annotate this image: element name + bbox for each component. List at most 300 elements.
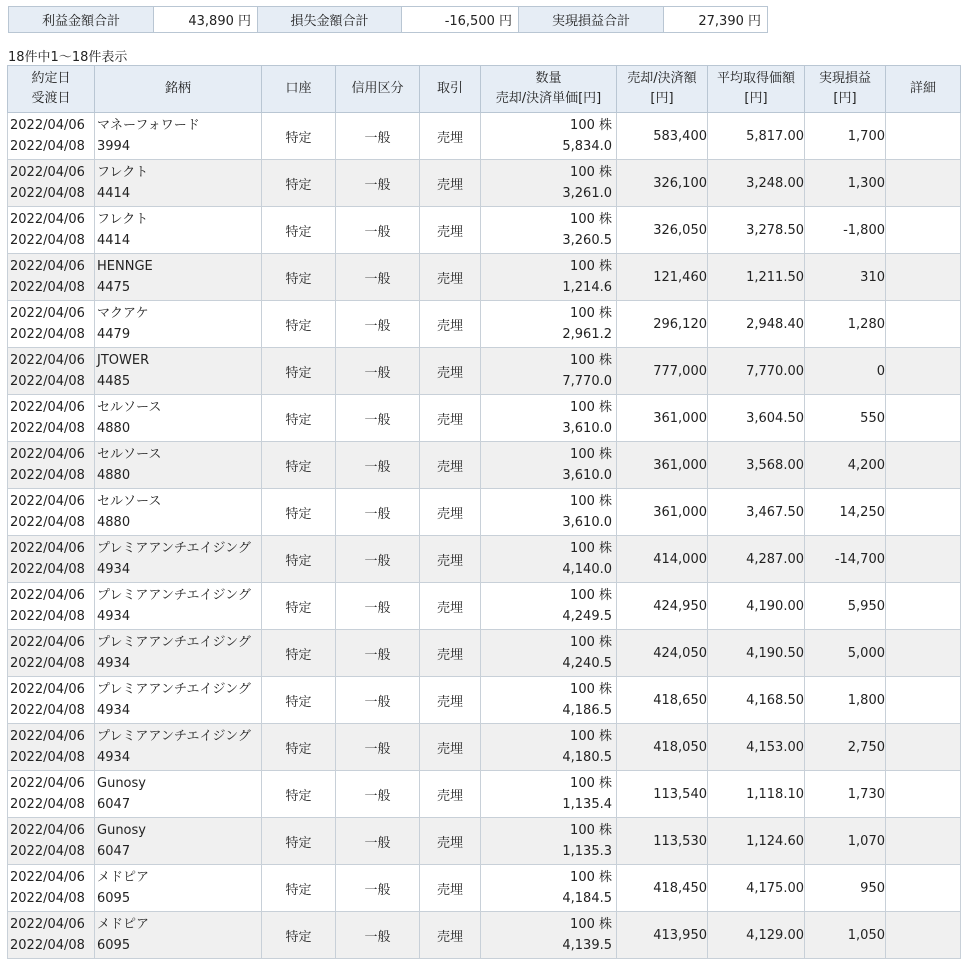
- quantity: 100 株: [570, 823, 612, 838]
- average-cost-cell: 1,211.50: [708, 254, 805, 301]
- stock-cell: [95, 442, 262, 489]
- table-row: [8, 677, 961, 724]
- account-cell: 特定: [262, 630, 336, 677]
- table-row: [8, 395, 961, 442]
- stock-code: 6095: [97, 938, 131, 953]
- table-row: [8, 724, 961, 771]
- quantity-cell: [481, 912, 617, 959]
- unit-price: 4,249.5: [562, 609, 612, 624]
- settle-date: 2022/04/08: [10, 515, 85, 530]
- trade-history-table: [7, 65, 961, 959]
- average-cost-cell: 3,248.00: [708, 160, 805, 207]
- date-cell: [8, 912, 95, 959]
- trade-type-cell: 売埋: [420, 301, 481, 348]
- trade-date: 2022/04/06: [10, 212, 85, 227]
- header-pnl-label: 実現損益: [818, 71, 871, 86]
- trade-date: 2022/04/06: [10, 682, 85, 697]
- stock-cell: [95, 912, 262, 959]
- date-cell: [8, 442, 95, 489]
- amount-cell: 361,000: [617, 489, 708, 536]
- trade-date: 2022/04/06: [10, 306, 85, 321]
- stock-cell: [95, 113, 262, 160]
- average-cost-cell: 3,604.50: [708, 395, 805, 442]
- average-cost-cell: 4,153.00: [708, 724, 805, 771]
- detail-cell[interactable]: [886, 630, 961, 677]
- stock-cell: [95, 677, 262, 724]
- trade-date: 2022/04/06: [10, 494, 85, 509]
- credit-cell: 一般: [336, 536, 420, 583]
- trade-date: 2022/04/06: [10, 541, 85, 556]
- detail-cell[interactable]: [886, 724, 961, 771]
- unit-price: 4,184.5: [562, 891, 612, 906]
- header-average: [708, 66, 805, 113]
- settle-date: 2022/04/08: [10, 750, 85, 765]
- trade-date: 2022/04/06: [10, 400, 85, 415]
- amount-cell: 418,650: [617, 677, 708, 724]
- date-cell: [8, 254, 95, 301]
- quantity-cell: [481, 395, 617, 442]
- average-cost-cell: 4,175.00: [708, 865, 805, 912]
- stock-name: プレミアアンチエイジング: [97, 729, 251, 744]
- stock-code: 4880: [97, 468, 131, 483]
- amount-cell: 418,050: [617, 724, 708, 771]
- stock-code: 4414: [97, 233, 131, 248]
- average-cost-cell: 4,190.50: [708, 630, 805, 677]
- realized-pnl-cell: 310: [805, 254, 886, 301]
- trade-type-cell: 売埋: [420, 442, 481, 489]
- date-cell: [8, 207, 95, 254]
- date-cell: [8, 160, 95, 207]
- quantity-cell: [481, 630, 617, 677]
- unit-price: 4,240.5: [562, 656, 612, 671]
- header-quantity: [481, 66, 617, 113]
- amount-cell: 583,400: [617, 113, 708, 160]
- summary-row: [9, 7, 768, 33]
- average-cost-cell: 1,124.60: [708, 818, 805, 865]
- date-cell: [8, 348, 95, 395]
- table-row: [8, 254, 961, 301]
- unit-price: 1,135.3: [562, 844, 612, 859]
- stock-name: プレミアアンチエイジング: [97, 588, 251, 603]
- table-header-row: [8, 66, 961, 113]
- trade-date: 2022/04/06: [10, 118, 85, 133]
- unit-price: 3,610.0: [562, 421, 612, 436]
- stock-name: プレミアアンチエイジング: [97, 635, 251, 650]
- stock-name: HENNGE: [97, 259, 153, 274]
- trade-type-cell: 売埋: [420, 630, 481, 677]
- stock-name: プレミアアンチエイジング: [97, 541, 251, 556]
- trade-type-cell: 売埋: [420, 113, 481, 160]
- detail-cell[interactable]: [886, 301, 961, 348]
- account-cell: 特定: [262, 489, 336, 536]
- trade-type-cell: 売埋: [420, 771, 481, 818]
- realized-pnl-cell: 1,070: [805, 818, 886, 865]
- detail-cell[interactable]: [886, 113, 961, 160]
- stock-cell: [95, 724, 262, 771]
- header-pnl: [805, 66, 886, 113]
- trade-date: 2022/04/06: [10, 447, 85, 462]
- quantity-cell: [481, 489, 617, 536]
- trade-type-cell: 売埋: [420, 395, 481, 442]
- credit-cell: 一般: [336, 865, 420, 912]
- header-dates: [8, 66, 95, 113]
- detail-cell[interactable]: [886, 254, 961, 301]
- header-credit: 信用区分: [336, 66, 420, 113]
- stock-name: フレクト: [97, 165, 149, 180]
- stock-code: 6047: [97, 844, 131, 859]
- realized-pnl-cell: 1,800: [805, 677, 886, 724]
- realized-pnl-cell: 1,300: [805, 160, 886, 207]
- trade-type-cell: 売埋: [420, 818, 481, 865]
- stock-code: 4934: [97, 750, 131, 765]
- quantity-cell: [481, 442, 617, 489]
- settle-date: 2022/04/08: [10, 609, 85, 624]
- profit-total-value: 43,890 円: [154, 7, 258, 33]
- credit-cell: 一般: [336, 489, 420, 536]
- credit-cell: 一般: [336, 442, 420, 489]
- average-cost-cell: 4,129.00: [708, 912, 805, 959]
- quantity: 100 株: [570, 165, 612, 180]
- unit-price: 7,770.0: [562, 374, 612, 389]
- realized-pnl-cell: 1,050: [805, 912, 886, 959]
- account-cell: 特定: [262, 442, 336, 489]
- credit-cell: 一般: [336, 301, 420, 348]
- loss-total-value: -16,500 円: [402, 7, 519, 33]
- stock-name: Gunosy: [97, 823, 146, 838]
- trade-type-cell: 売埋: [420, 489, 481, 536]
- date-cell: [8, 865, 95, 912]
- trade-date: 2022/04/06: [10, 823, 85, 838]
- table-row: [8, 489, 961, 536]
- stock-code: 4934: [97, 656, 131, 671]
- stock-code: 3994: [97, 139, 131, 154]
- table-row: [8, 301, 961, 348]
- amount-cell: 414,000: [617, 536, 708, 583]
- trade-type-cell: 売埋: [420, 254, 481, 301]
- table-row: [8, 865, 961, 912]
- quantity-cell: [481, 113, 617, 160]
- date-cell: [8, 630, 95, 677]
- trade-date: 2022/04/06: [10, 353, 85, 368]
- date-cell: [8, 677, 95, 724]
- stock-cell: [95, 160, 262, 207]
- quantity-cell: [481, 348, 617, 395]
- credit-cell: 一般: [336, 160, 420, 207]
- unit-price: 4,180.5: [562, 750, 612, 765]
- stock-cell: [95, 865, 262, 912]
- quantity-cell: [481, 301, 617, 348]
- settle-date: 2022/04/08: [10, 938, 85, 953]
- quantity-cell: [481, 536, 617, 583]
- account-cell: 特定: [262, 724, 336, 771]
- table-row: [8, 207, 961, 254]
- stock-name: メドピア: [97, 917, 150, 932]
- account-cell: 特定: [262, 254, 336, 301]
- amount-cell: 121,460: [617, 254, 708, 301]
- date-cell: [8, 489, 95, 536]
- trade-type-cell: 売埋: [420, 677, 481, 724]
- average-cost-cell: 4,190.00: [708, 583, 805, 630]
- quantity: 100 株: [570, 447, 612, 462]
- stock-code: 6047: [97, 797, 131, 812]
- unit-price: 1,214.6: [562, 280, 612, 295]
- stock-name: Gunosy: [97, 776, 146, 791]
- quantity: 100 株: [570, 494, 612, 509]
- realized-pnl-cell: 14,250: [805, 489, 886, 536]
- header-amount-label: 売却/決済額: [627, 71, 697, 86]
- quantity: 100 株: [570, 212, 612, 227]
- detail-cell[interactable]: [886, 395, 961, 442]
- stock-name: メドピア: [97, 870, 150, 885]
- realized-total-value: 27,390 円: [664, 7, 768, 33]
- stock-cell: [95, 536, 262, 583]
- stock-cell: [95, 395, 262, 442]
- profit-total-label: 利益金額合計: [9, 7, 154, 33]
- stock-cell: [95, 301, 262, 348]
- stock-name: プレミアアンチエイジング: [97, 682, 251, 697]
- quantity: 100 株: [570, 729, 612, 744]
- stock-name: JTOWER: [97, 353, 150, 368]
- realized-pnl-cell: 5,000: [805, 630, 886, 677]
- credit-cell: 一般: [336, 912, 420, 959]
- realized-total-label: 実現損益合計: [519, 7, 664, 33]
- stock-code: 4475: [97, 280, 131, 295]
- date-cell: [8, 301, 95, 348]
- date-cell: [8, 771, 95, 818]
- account-cell: 特定: [262, 536, 336, 583]
- unit-price: 3,261.0: [562, 186, 612, 201]
- table-row: [8, 442, 961, 489]
- settle-date: 2022/04/08: [10, 374, 85, 389]
- trade-type-cell: 売埋: [420, 536, 481, 583]
- account-cell: 特定: [262, 677, 336, 724]
- quantity: 100 株: [570, 635, 612, 650]
- quantity: 100 株: [570, 682, 612, 697]
- detail-cell[interactable]: [886, 818, 961, 865]
- unit-price: 4,186.5: [562, 703, 612, 718]
- account-cell: 特定: [262, 395, 336, 442]
- stock-cell: [95, 489, 262, 536]
- average-cost-cell: 2,948.40: [708, 301, 805, 348]
- amount-cell: 113,540: [617, 771, 708, 818]
- realized-pnl-cell: 5,950: [805, 583, 886, 630]
- realized-pnl-cell: 4,200: [805, 442, 886, 489]
- quantity-cell: [481, 865, 617, 912]
- settle-date: 2022/04/08: [10, 421, 85, 436]
- quantity: 100 株: [570, 917, 612, 932]
- settle-date: 2022/04/08: [10, 280, 85, 295]
- stock-code: 4934: [97, 562, 131, 577]
- amount-cell: 418,450: [617, 865, 708, 912]
- header-account: 口座: [262, 66, 336, 113]
- trade-type-cell: 売埋: [420, 912, 481, 959]
- amount-cell: 424,950: [617, 583, 708, 630]
- amount-cell: 361,000: [617, 395, 708, 442]
- unit-price: 3,610.0: [562, 468, 612, 483]
- settle-date: 2022/04/08: [10, 656, 85, 671]
- realized-pnl-cell: 550: [805, 395, 886, 442]
- stock-code: 4934: [97, 609, 131, 624]
- realized-pnl-cell: -1,800: [805, 207, 886, 254]
- account-cell: 特定: [262, 113, 336, 160]
- quantity-cell: [481, 207, 617, 254]
- account-cell: 特定: [262, 818, 336, 865]
- settle-date: 2022/04/08: [10, 139, 85, 154]
- realized-pnl-cell: 1,280: [805, 301, 886, 348]
- table-row: [8, 912, 961, 959]
- trade-type-cell: 売埋: [420, 207, 481, 254]
- quantity: 100 株: [570, 353, 612, 368]
- stock-name: セルソース: [97, 494, 162, 509]
- trade-type-cell: 売埋: [420, 160, 481, 207]
- realized-pnl-cell: -14,700: [805, 536, 886, 583]
- date-cell: [8, 583, 95, 630]
- header-trade-date: 約定日: [31, 71, 71, 86]
- realized-pnl-cell: 0: [805, 348, 886, 395]
- date-cell: [8, 113, 95, 160]
- credit-cell: 一般: [336, 113, 420, 160]
- quantity-cell: [481, 818, 617, 865]
- stock-code: 4880: [97, 421, 131, 436]
- stock-name: フレクト: [97, 212, 149, 227]
- trade-type-cell: 売埋: [420, 583, 481, 630]
- average-cost-cell: 5,817.00: [708, 113, 805, 160]
- realized-pnl-cell: 1,700: [805, 113, 886, 160]
- header-average-unit: [円]: [744, 91, 768, 106]
- header-price-label: 売却/決済単価[円]: [495, 91, 602, 106]
- quantity-cell: [481, 677, 617, 724]
- stock-code: 4479: [97, 327, 131, 342]
- settle-date: 2022/04/08: [10, 844, 85, 859]
- account-cell: 特定: [262, 912, 336, 959]
- stock-name: セルソース: [97, 447, 162, 462]
- amount-cell: 413,950: [617, 912, 708, 959]
- detail-cell[interactable]: [886, 677, 961, 724]
- amount-cell: 424,050: [617, 630, 708, 677]
- amount-cell: 113,530: [617, 818, 708, 865]
- header-pnl-unit: [円]: [833, 91, 857, 106]
- table-row: [8, 630, 961, 677]
- amount-cell: 361,000: [617, 442, 708, 489]
- stock-name: マネーフォワード: [97, 118, 200, 133]
- stock-code: 4934: [97, 703, 131, 718]
- stock-cell: [95, 818, 262, 865]
- credit-cell: 一般: [336, 395, 420, 442]
- settle-date: 2022/04/08: [10, 703, 85, 718]
- settle-date: 2022/04/08: [10, 233, 85, 248]
- detail-cell[interactable]: [886, 583, 961, 630]
- table-row: [8, 113, 961, 160]
- header-average-label: 平均取得価額: [716, 71, 795, 86]
- detail-cell[interactable]: [886, 489, 961, 536]
- stock-name: セルソース: [97, 400, 162, 415]
- settle-date: 2022/04/08: [10, 797, 85, 812]
- quantity: 100 株: [570, 306, 612, 321]
- table-row: [8, 818, 961, 865]
- trade-date: 2022/04/06: [10, 259, 85, 274]
- header-amount: [617, 66, 708, 113]
- settle-date: 2022/04/08: [10, 891, 85, 906]
- account-cell: 特定: [262, 207, 336, 254]
- credit-cell: 一般: [336, 724, 420, 771]
- realized-pnl-cell: 1,730: [805, 771, 886, 818]
- quantity: 100 株: [570, 541, 612, 556]
- credit-cell: 一般: [336, 771, 420, 818]
- trade-date: 2022/04/06: [10, 870, 85, 885]
- average-cost-cell: 1,118.10: [708, 771, 805, 818]
- quantity-cell: [481, 583, 617, 630]
- detail-cell[interactable]: [886, 442, 961, 489]
- stock-cell: [95, 254, 262, 301]
- detail-cell[interactable]: [886, 160, 961, 207]
- amount-cell: 326,050: [617, 207, 708, 254]
- unit-price: 1,135.4: [562, 797, 612, 812]
- detail-cell[interactable]: [886, 207, 961, 254]
- average-cost-cell: 7,770.00: [708, 348, 805, 395]
- quantity: 100 株: [570, 588, 612, 603]
- quantity: 100 株: [570, 259, 612, 274]
- account-cell: 特定: [262, 301, 336, 348]
- detail-cell[interactable]: [886, 536, 961, 583]
- detail-cell[interactable]: [886, 865, 961, 912]
- account-cell: 特定: [262, 348, 336, 395]
- quantity: 100 株: [570, 118, 612, 133]
- stock-cell: [95, 583, 262, 630]
- stock-cell: [95, 771, 262, 818]
- summary-table: [8, 6, 768, 33]
- stock-cell: [95, 630, 262, 677]
- account-cell: 特定: [262, 771, 336, 818]
- date-cell: [8, 724, 95, 771]
- credit-cell: 一般: [336, 630, 420, 677]
- account-cell: 特定: [262, 583, 336, 630]
- amount-cell: 777,000: [617, 348, 708, 395]
- trade-type-cell: 売埋: [420, 348, 481, 395]
- table-row: [8, 160, 961, 207]
- average-cost-cell: 4,287.00: [708, 536, 805, 583]
- credit-cell: 一般: [336, 254, 420, 301]
- detail-cell[interactable]: [886, 912, 961, 959]
- stock-code: 4880: [97, 515, 131, 530]
- account-cell: 特定: [262, 865, 336, 912]
- quantity: 100 株: [570, 400, 612, 415]
- trade-date: 2022/04/06: [10, 776, 85, 791]
- account-cell: 特定: [262, 160, 336, 207]
- stock-cell: [95, 348, 262, 395]
- average-cost-cell: 3,568.00: [708, 442, 805, 489]
- quantity-cell: [481, 771, 617, 818]
- credit-cell: 一般: [336, 677, 420, 724]
- result-count: 18件中1～18件表示: [8, 50, 128, 65]
- stock-name: マクアケ: [97, 306, 149, 321]
- header-stock: 銘柄: [95, 66, 262, 113]
- trade-date: 2022/04/06: [10, 165, 85, 180]
- amount-cell: 326,100: [617, 160, 708, 207]
- detail-cell[interactable]: [886, 771, 961, 818]
- settle-date: 2022/04/08: [10, 327, 85, 342]
- detail-cell[interactable]: [886, 348, 961, 395]
- average-cost-cell: 4,168.50: [708, 677, 805, 724]
- quantity-cell: [481, 160, 617, 207]
- unit-price: 4,140.0: [562, 562, 612, 577]
- header-amount-unit: [円]: [650, 91, 674, 106]
- trade-date: 2022/04/06: [10, 729, 85, 744]
- credit-cell: 一般: [336, 583, 420, 630]
- header-detail: 詳細: [886, 66, 961, 113]
- trade-type-cell: 売埋: [420, 724, 481, 771]
- credit-cell: 一般: [336, 818, 420, 865]
- unit-price: 3,610.0: [562, 515, 612, 530]
